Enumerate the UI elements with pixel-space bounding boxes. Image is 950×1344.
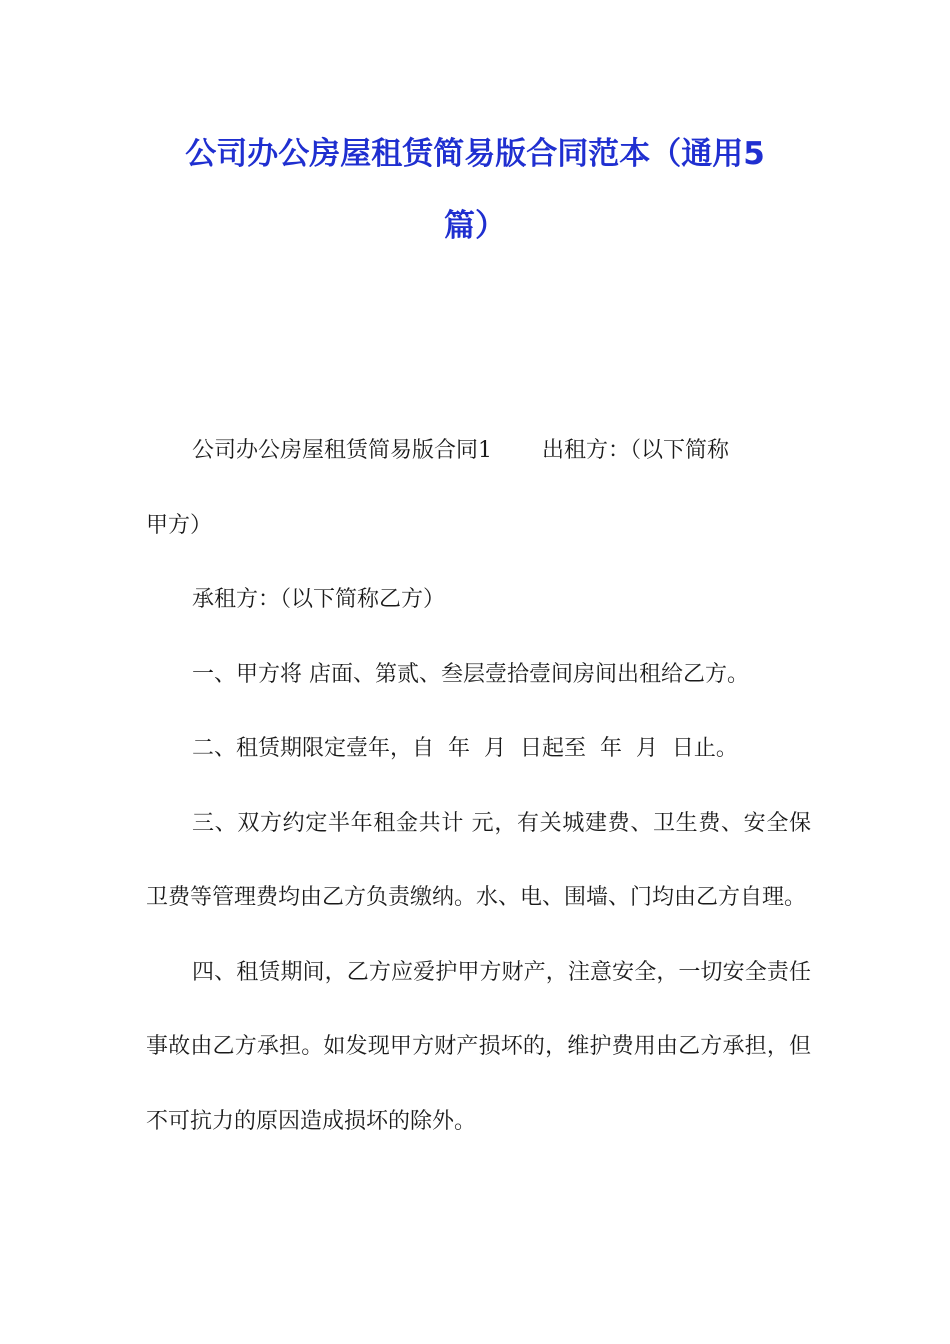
clause-3: 三、双方约定半年租金共计 元，有关城建费、卫生费、安全保卫费等管理费均由乙方负责缴纳。水、电、围墙、门均由乙方自理。 [146,810,811,910]
document-title-line-2: 篇） [444,208,506,244]
contract-intro-paragraph [146,414,811,563]
document-title-line-1: 公司办公房屋租赁简易版合同范本（通用5 [185,136,765,172]
lessee-line: 承租方：（以下简称乙方） [192,587,446,612]
clause-2: 二、租赁期限定壹年，自 年 月 日起至 年 月 日止。 [192,736,738,761]
clause-4: 四、租赁期间，乙方应爱护甲方财产，注意安全，一切安全责任事故由乙方承担。如发现甲方财产损坏的，维护费用由乙方承担，但不可抗力的原因造成损坏的除外。 [146,959,811,1134]
clause-1: 一、甲方将 店面、第贰、叁层壹拾壹间房间出租给乙方。 [192,661,749,687]
lessor-tail: 甲方） [146,512,213,538]
contract-body [146,414,811,1159]
contract-heading: 公司办公房屋租赁简易版合同1 [192,438,492,463]
lessor-label: 出租方：（以下简称 [542,438,730,463]
